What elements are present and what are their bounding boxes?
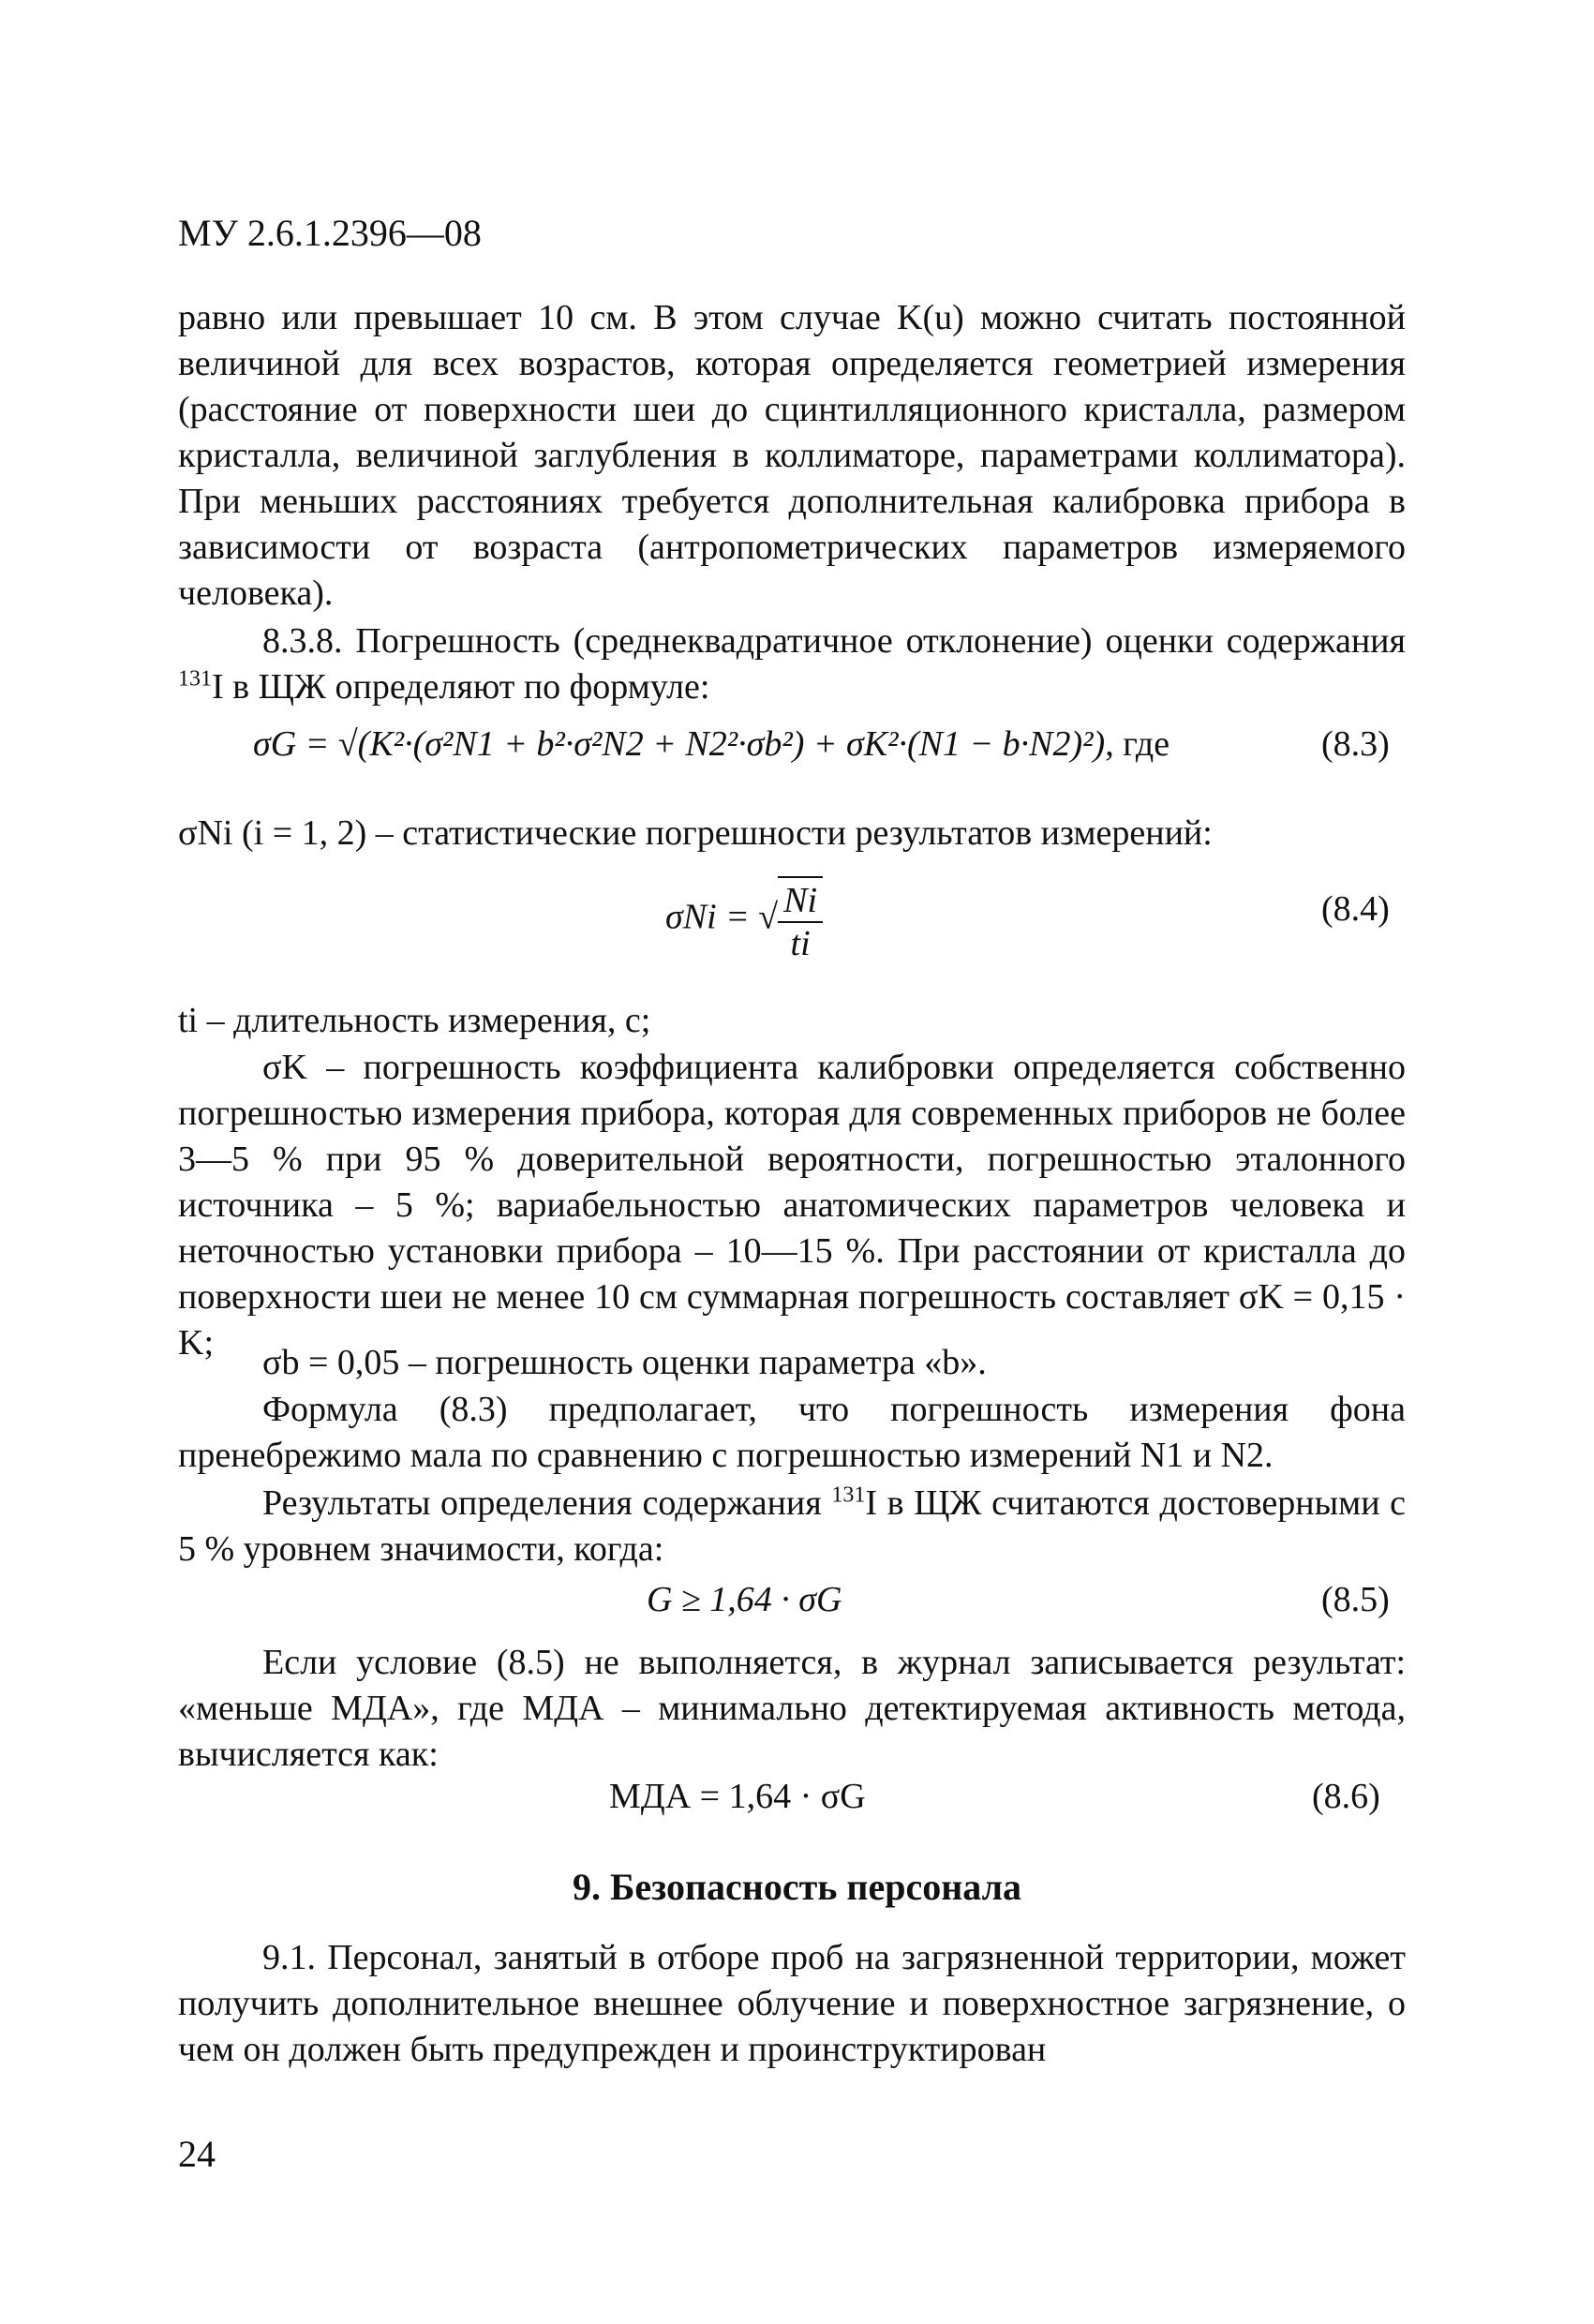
equation-number-8-4: (8.4) — [1321, 889, 1390, 929]
isotope-mass-number: 131 — [831, 1482, 866, 1508]
section-heading: 9. Безопасность персонала — [572, 1866, 1022, 1908]
isotope-mass-number: 131 — [178, 666, 212, 692]
document-code: МУ 2.6.1.2396—08 — [178, 212, 482, 254]
formula-8-6: МДА = 1,64 · σG — [609, 1777, 866, 1816]
definition-t: ti – длительность измерения, с; — [178, 1001, 651, 1040]
definition-sigma-b: σb = 0,05 – погрешность оценки параметра «b». — [262, 1343, 987, 1382]
paragraph-reliability: Результаты определения содержания $^{131}$I в ЩЖ считаются достоверными с 5 % уровнем значимости, когда: — [178, 1482, 1406, 1569]
paragraph-calibration: равно или превышает 10 см. В этом случае K(u) можно считать постоянной величиной для всех возрастов, которая определяется геометрией измерения (расстояние от поверхности шеи до сцинтилляционного кристалла, размером кристалла, величиной заглубления в коллиматоре, параметрами коллиматора). При меньших расстояниях требуется дополнительная калибровка прибора в зависимости от возраста (антропометрических параметров измеряемого человека). — [178, 298, 1406, 613]
paragraph-formula-note: Формула (8.3) предполагает, что погрешность измерения фона пренебрежимо мала по сравнению с погрешностью измерений N1 и N2. — [178, 1390, 1406, 1475]
definition-sigma-k: σK – погрешность коэффициента калибровки определяется собственно погрешностью измерения прибора, которая для современных приборов не более 3—5 % при 95 % доверительной вероятности, погрешностью эталонного источника – 5 %; вариабельностью анатомических параметров человека и неточностью установки прибора – 10—15 %. При расстоянии от кристалла до поверхности шеи не менее 10 см суммарная погрешность составляет σK = 0,15 · K; — [178, 1048, 1406, 1363]
paragraph-8-3-8: 8.3.8. Погрешность (среднеквадратичное отклонение) оценки содержания $^{131}$I в ЩЖ определяют по формуле: — [178, 621, 1406, 707]
equation-number-8-5: (8.5) — [1321, 1580, 1390, 1619]
paragraph-9-1: 9.1. Персонал, занятый в отборе проб на загрязненной территории, может получить дополнительное внешнее облучение и поверхностное загрязнение, о чем он должен быть предупрежден и проинструктирован — [178, 1938, 1406, 2069]
paragraph-mda: Если условие (8.5) не выполняется, в журнал записывается результат: «меньше МДА», где МДА – минимально детектируемая активность метода, вычисляется как: — [178, 1643, 1406, 1774]
formula-8-3: σG = √(K²·(σ²N1 + b²·σ²N2 + N2²·σb²) + σK²·(N1 − b·N2)²), где — [253, 724, 1170, 764]
page-number: 24 — [178, 2133, 216, 2175]
equation-number-8-3: (8.3) — [1321, 724, 1390, 764]
formula-8-5: G ≥ 1,64 · σG — [647, 1580, 842, 1619]
definition-sigma-ni: σNi (i = 1, 2) – статистические погрешности результатов измерений: — [178, 813, 1213, 853]
formula-8-4: σNi = √ $\frac{Ni}{ti}$ — [665, 876, 823, 964]
equation-number-8-6: (8.6) — [1312, 1777, 1380, 1816]
